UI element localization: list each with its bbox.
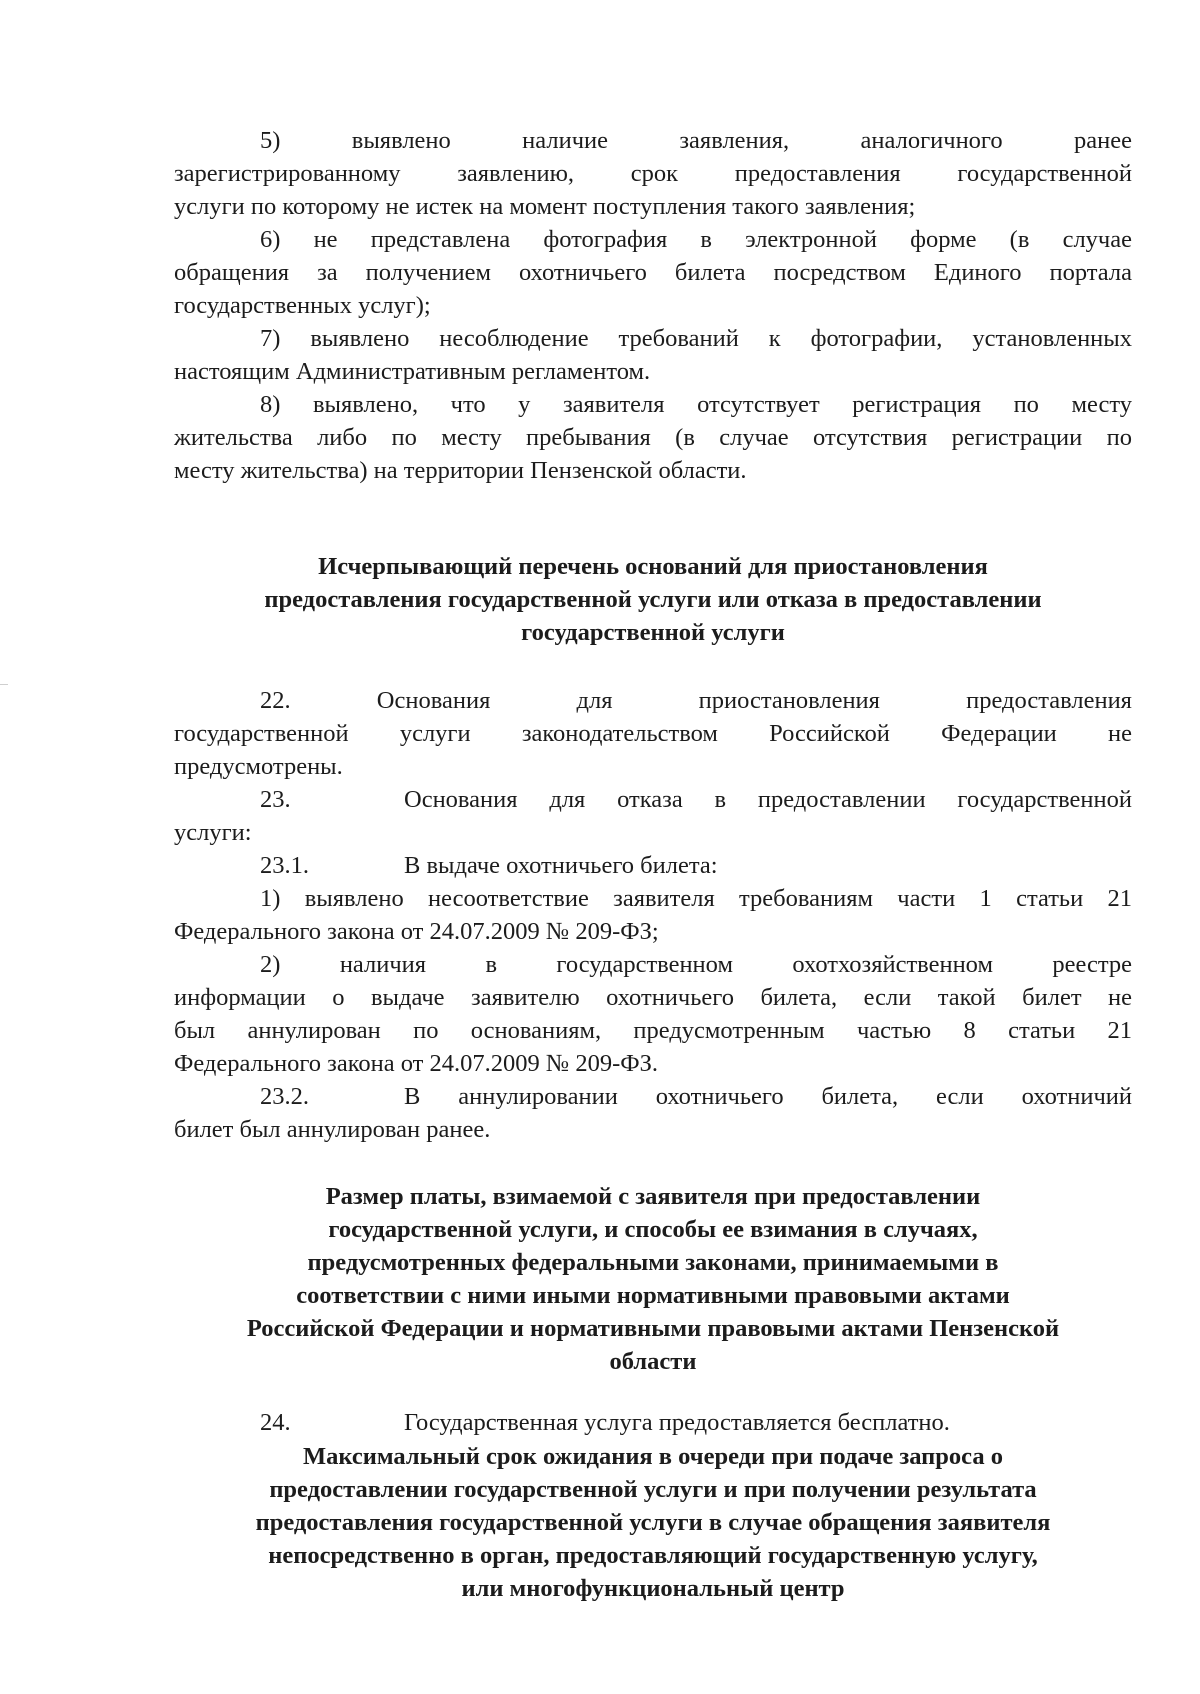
item-7-line-1: 7) выявлено несоблюдение требований к фотографии, установленных: [260, 325, 1132, 352]
item-8-line-1: 8) выявлено, что у заявителя отсутствует регистрация по месту: [260, 391, 1132, 418]
sub-1-line-1: 1) выявлено несоответствие заявителя требованиям части 1 статьи 21: [260, 885, 1132, 912]
para-23-2-line-1: 23.2. В аннулировании охотничьего билета, если охотничий: [260, 1083, 1132, 1110]
para-22-line-1: 22. Основания для приостановления предоставления: [260, 687, 1132, 714]
heading-fee: Размер платы, взимаемой с заявителя при предоставлении государственной услуги, и способы ее взимания в случаях, предусмотренных федеральными законами, принимаемыми в соответствии с ними иными нормативными правовыми актами Российской Федерации и нормативными правовыми актами Пензенской области: [246, 1183, 1060, 1375]
item-6-line-3: государственных услуг);: [174, 292, 431, 319]
item-7-line-2: настоящим Административным регламентом.: [174, 358, 651, 385]
para-22-line-3: предусмотрены.: [174, 753, 343, 780]
sub-2-line-3: был аннулирован по основаниям, предусмотренным частью 8 статьи 21: [174, 1017, 1132, 1044]
item-8-line-2: жительства либо по месту пребывания (в случае отсутствия регистрации по: [174, 424, 1132, 451]
scan-edge-mark: [0, 684, 8, 685]
para-23-line-2: услуги:: [174, 819, 252, 846]
item-5-line-3: услуги по которому не истек на момент поступления такого заявления;: [174, 193, 916, 220]
item-5-line-2: зарегистрированному заявлению, срок предоставления государственной: [174, 160, 1132, 187]
sub-2-line-1: 2) наличия в государственном охотхозяйственном реестре: [260, 951, 1132, 978]
item-5-line-1: 5) выявлено наличие заявления, аналогичного ранее: [260, 127, 1132, 154]
intro-items: [174, 124, 1132, 487]
para-23-1-line-1: 23.1. В выдаче охотничьего билета:: [260, 852, 718, 879]
item-6-line-1: 6) не представлена фотография в электронной форме (в случае: [260, 226, 1132, 253]
para-23-line-1: 23. Основания для отказа в предоставлении государственной: [260, 786, 1132, 813]
heading-max-wait: Максимальный срок ожидания в очереди при подаче запроса о предоставлении государственной услуги и при получении результата предоставления государственной услуги в случае обращения заявителя непосредственно в орган, предоставляющий государственную услугу, или многофункциональный центр: [255, 1443, 1051, 1602]
heading-grounds-for-refusal: Исчерпывающий перечень оснований для приостановления предоставления государственной услуги или отказа в предоставлении государственной услуги: [264, 553, 1042, 646]
sub-2-line-4: Федерального закона от 24.07.2009 № 209-ФЗ.: [174, 1050, 659, 1077]
para-23-2-line-2: билет был аннулирован ранее.: [174, 1116, 491, 1143]
para-24: 24. Государственная услуга предоставляется бесплатно.: [260, 1409, 950, 1436]
sub-2-line-2: информации о выдаче заявителю охотничьего билета, если такой билет не: [174, 984, 1132, 1011]
para-22-line-2: государственной услуги законодательством Российской Федерации не: [174, 720, 1132, 747]
section-22-23: [174, 684, 1132, 1146]
item-8-line-3: месту жительства) на территории Пензенской области.: [174, 457, 747, 484]
item-6-line-2: обращения за получением охотничьего билета посредством Единого портала: [174, 259, 1132, 286]
sub-1-line-2: Федерального закона от 24.07.2009 № 209-ФЗ;: [174, 918, 659, 945]
